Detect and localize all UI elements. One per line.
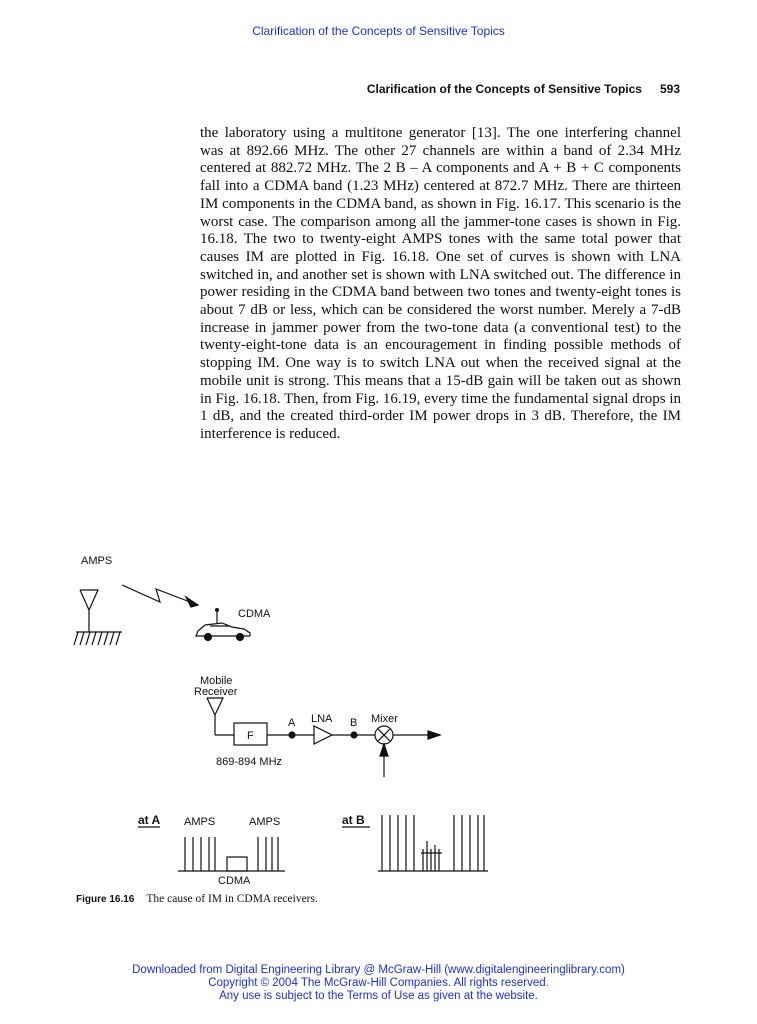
amps-antenna-icon <box>74 590 122 645</box>
figure-16-16 <box>60 545 500 885</box>
cdma-bottom-label: CDMA <box>218 875 251 885</box>
lna-amplifier-icon <box>314 726 332 744</box>
running-title: Clarification of the Concepts of Sensitive Topics <box>366 82 642 96</box>
caption-number: Figure 16.16 <box>76 894 135 905</box>
footer-copyright[interactable]: Copyright © 2004 The McGraw-Hill Companies. All rights reserved. <box>208 977 549 989</box>
band-label: 869-894 MHz <box>216 756 283 768</box>
receiver-antenna-icon <box>207 698 234 735</box>
receiver-label: Receiver <box>194 686 238 698</box>
at-b-label: at B <box>342 813 365 827</box>
amps-right-label: AMPS <box>249 816 281 828</box>
running-head <box>300 82 680 96</box>
mixer-icon <box>375 726 393 744</box>
cdma-label: CDMA <box>238 608 271 620</box>
amps-label: AMPS <box>81 555 113 567</box>
page-number: 593 <box>659 82 680 96</box>
figure-caption <box>76 893 676 905</box>
header-link[interactable]: Clarification of the Concepts of Sensitive Topics <box>252 24 505 38</box>
lna-label: LNA <box>311 713 333 725</box>
point-b-label: B <box>350 717 358 729</box>
filter-label: F <box>247 730 254 742</box>
footer <box>0 964 757 1003</box>
point-a-label: A <box>288 717 296 729</box>
caption-text: The cause of IM in CDMA receivers. <box>146 893 318 905</box>
footer-terms[interactable]: Any use is subject to the Terms of Use as given at the website. <box>219 990 538 1002</box>
spectrum-at-a <box>138 827 285 871</box>
mobile-label: Mobile <box>200 675 233 687</box>
signal-bolt-icon <box>122 585 198 605</box>
at-a-label: at A <box>138 813 161 827</box>
mixer-label: Mixer <box>371 713 398 725</box>
footer-download-link[interactable]: Downloaded from Digital Engineering Library @ McGraw-Hill (www.digitalengineeringlibrary.com) <box>132 964 625 976</box>
body-paragraph: the laboratory using a multitone generator [13]. The one interfering channel was at 892.66 MHz. The other 27 channels are within a band of 2.34 MHz centered at 882.72 MHz. The 2 B – A components and A + B + C components fall into a CDMA band (1.23 MHz) centered at 872.7 MHz. There are thirteen IM components in the CDMA band, as shown in Fig. 16.17. This scenario is the worst case. The comparison among all the jammer-tone cases is shown in Fig. 16.18. The two to twenty-eight AMPS tones with the same total power that causes IM are plotted in Fig. 16.18. One set of curves is shown with LNA switched in, and another set is shown with LNA switched out. The difference in power residing in the CDMA band between two tones and twenty-eight tones is about 7 dB or less, which can be considered the worst number. Merely a 7-dB increase in jammer power from the two-tone data (a conventional test) to the twenty-eight-tone data is an encouragement in finding possible methods of stopping IM. One way is to switch LNA out when the received signal at the mobile unit is strong. This means that a 15-dB gain will be taken out as shown in Fig. 16.18. Then, from Fig. 16.19, every time the fundamental signal drops in 1 dB, and the created third-order IM power drops in 3 dB. Therefore, the IM interference is reduced. <box>200 125 681 442</box>
amps-left-label: AMPS <box>184 816 216 828</box>
